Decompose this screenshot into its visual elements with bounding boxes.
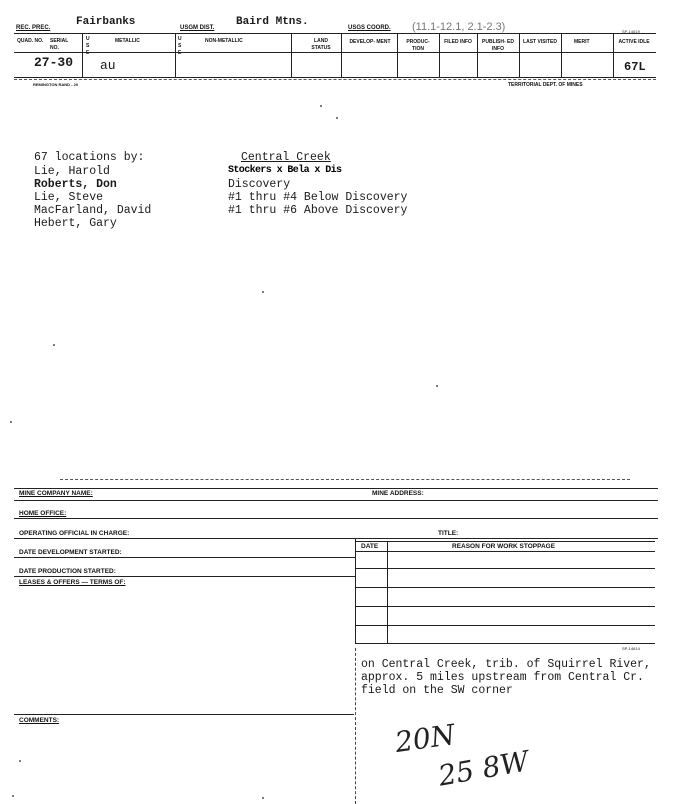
- leases-label: LEASES & OFFERS — TERMS OF:: [19, 579, 126, 586]
- date-production-label: DATE PRODUCTION STARTED:: [19, 568, 116, 575]
- scan-speck: [53, 344, 55, 346]
- col-divider: [519, 34, 520, 77]
- col-quad-no: QUAD. NO.: [17, 38, 44, 44]
- scan-speck: [436, 385, 438, 387]
- title-label: TITLE:: [438, 530, 459, 537]
- location-note: [361, 658, 651, 697]
- quad-serial-value: 27-30: [34, 55, 74, 70]
- table-row-line: [355, 606, 655, 607]
- table-row-line: [355, 625, 655, 626]
- metallic-value: au: [100, 58, 116, 73]
- handwriting-township: 20N: [392, 717, 458, 760]
- comments-label: COMMENTS:: [19, 717, 60, 724]
- operating-official-label: OPERATING OFFICIAL IN CHARGE:: [19, 530, 130, 537]
- locations-people: [34, 165, 151, 230]
- scan-speck: [19, 760, 21, 762]
- col-published-info: PUBLISH- ED INFO: [482, 39, 514, 52]
- col-divider: [477, 34, 478, 77]
- col-land-status: LAND STATUS: [311, 38, 331, 51]
- location-note-line: field on the SW corner: [361, 684, 513, 697]
- person-name: Hebert, Gary: [34, 217, 117, 230]
- col-production: PRODUC- TION: [406, 39, 430, 52]
- col-non-metallic: NON-METALLIC: [205, 38, 243, 44]
- header-mid-line: [14, 52, 656, 53]
- person-name: Lie, Harold: [34, 165, 110, 178]
- table-row-line: [355, 643, 655, 644]
- claim-item: Discovery: [228, 178, 291, 191]
- scan-speck: [262, 797, 264, 799]
- usgs-coord-value: (11.1-12.1, 2.1-2.3): [412, 21, 506, 33]
- usgs-coord-label: USGS COORD.: [348, 25, 391, 31]
- col-active-idle: ACTIVE IDLE: [618, 39, 650, 45]
- col-metallic: METALLIC: [115, 38, 140, 44]
- reason-col-header: REASON FOR WORK STOPPAGE: [452, 543, 556, 550]
- comments-divider: [355, 648, 356, 804]
- home-office-label: HOME OFFICE:: [19, 510, 67, 517]
- rec-prec-value: Fairbanks: [76, 16, 136, 28]
- form-line: [14, 518, 658, 519]
- col-divider: [82, 34, 83, 77]
- col-divider: [561, 34, 562, 77]
- usgm-dist-value: Baird Mtns.: [236, 16, 309, 28]
- col-divider: [291, 34, 292, 77]
- active-idle-value: 67L: [624, 60, 646, 74]
- claim-item: #1 thru #6 Above Discovery: [228, 204, 408, 217]
- mine-company-name-label: MINE COMPANY NAME:: [19, 490, 93, 497]
- scan-speck: [320, 105, 322, 107]
- col-divider: [613, 34, 614, 77]
- form-line: [14, 714, 354, 715]
- col-divider: [439, 34, 440, 77]
- table-row-line: [355, 587, 655, 588]
- col-use: U S E: [86, 36, 90, 56]
- col-divider: [397, 34, 398, 77]
- usgm-dist-label: USGM DIST.: [180, 25, 215, 31]
- handwriting-range: 25 8W: [435, 744, 532, 793]
- date-development-label: DATE DEVELOPMENT STARTED:: [19, 549, 122, 556]
- form-line: [355, 541, 655, 542]
- top-header: [0, 0, 678, 100]
- form-line: [14, 500, 658, 501]
- scan-speck: [262, 291, 264, 293]
- claim-item: #1 thru #4 Below Discovery: [228, 191, 408, 204]
- col-last-visited: LAST VISITED: [523, 39, 557, 45]
- table-divider: [355, 538, 356, 644]
- table-divider: [387, 541, 388, 644]
- col-use-2: U S E: [178, 36, 182, 56]
- scan-speck: [12, 795, 14, 797]
- scan-speck: [336, 117, 338, 119]
- location-note-line: approx. 5 miles upstream from Central Cr.: [361, 671, 644, 684]
- header-top-line: [14, 33, 656, 34]
- table-row-line: [355, 568, 655, 569]
- claims-list: [228, 178, 407, 217]
- form-line: [14, 488, 658, 489]
- header-dashed-line: [14, 79, 656, 80]
- remington-label: REMINGTON RAND - 20: [33, 82, 79, 87]
- col-merit: MERIT: [574, 39, 590, 45]
- scan-speck: [10, 421, 12, 423]
- form-line: [14, 538, 658, 539]
- form-top-dashed: [60, 479, 630, 480]
- locations-heading: 67 locations by:: [34, 151, 145, 164]
- person-name: Roberts, Don: [34, 178, 117, 191]
- date-col-header: DATE: [361, 543, 379, 550]
- form-line: [14, 557, 356, 558]
- col-divider: [175, 34, 176, 77]
- mine-address-label: MINE ADDRESS:: [372, 490, 424, 497]
- person-name: MacFarland, David: [34, 204, 152, 217]
- col-serial-no: SERIAL NO.: [50, 38, 69, 51]
- territorial-dept-label: TERRITORIAL DEPT. OF MINES: [508, 82, 583, 88]
- col-development: DEVELOP- MENT: [349, 39, 391, 45]
- form-code-2: SP-14614: [622, 646, 640, 651]
- creek-title: Central Creek: [241, 151, 331, 164]
- col-divider: [341, 34, 342, 77]
- col-filed-info: FILED INFO: [444, 39, 472, 45]
- header-bottom-line: [14, 77, 656, 78]
- table-row-line: [355, 551, 655, 552]
- struck-line: Stockers x Bela x Dis: [228, 165, 342, 176]
- rec-prec-label: REC. PREC.: [16, 25, 51, 31]
- person-name: Lie, Steve: [34, 191, 104, 204]
- form-code: SP-14619: [622, 29, 640, 34]
- location-note-line: on Central Creek, trib. of Squirrel River,: [361, 658, 651, 671]
- form-line: [14, 576, 356, 577]
